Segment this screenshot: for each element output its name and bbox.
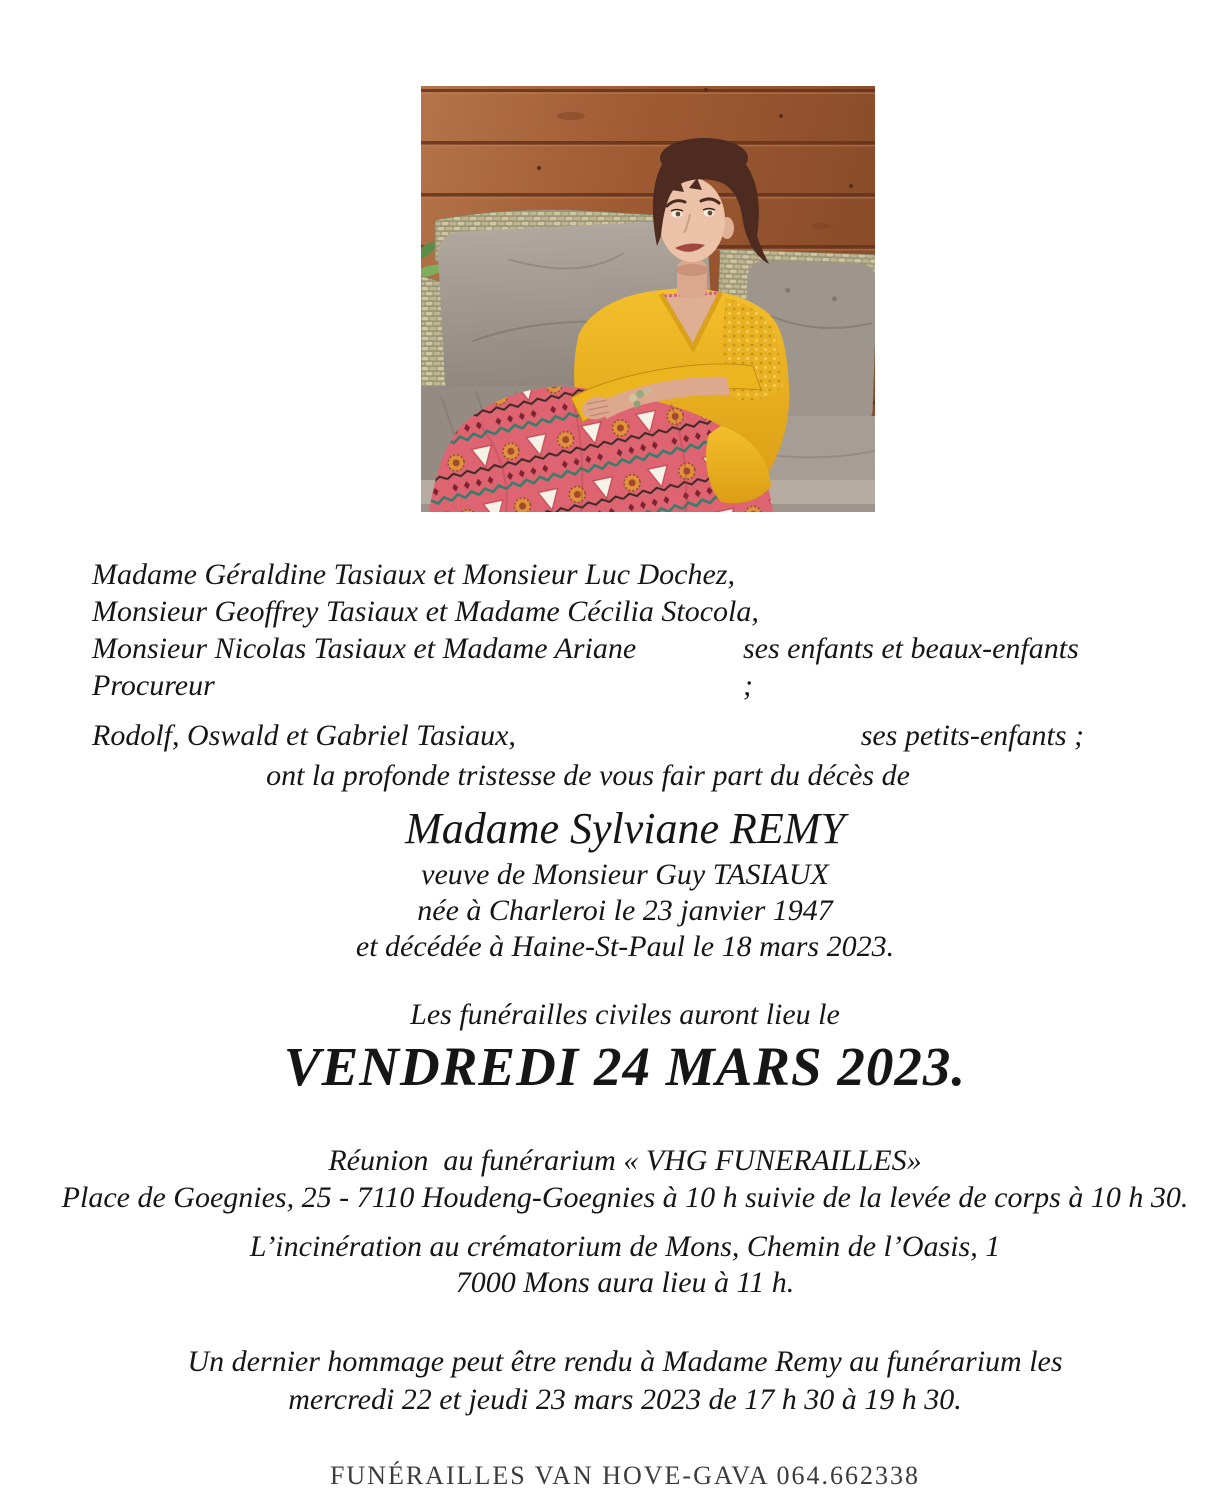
birth-line: née à Charleroi le 23 janvier 1947: [417, 894, 833, 927]
funeral-date-line: VENDREDI 24 MARS 2023.: [283, 1036, 967, 1097]
tribute-block: [18, 1343, 1214, 1419]
cremation-line-2: 7000 Mons aura lieu à 11 h.: [455, 1266, 795, 1299]
funeral-date-block: [18, 1034, 1214, 1100]
reunion-block: [18, 1142, 1214, 1216]
deceased-block: [18, 801, 1214, 965]
funeral-intro-block: [18, 996, 1214, 1033]
grandchildren-label: ses petits-enfants ;: [860, 719, 1084, 752]
funeral-home-line: FUNÉRAILLES VAN HOVE-GAVA 064.662338: [329, 1461, 921, 1490]
family-line-1: Madame Géraldine Tasiaux et Monsieur Luc Dochez,: [92, 558, 735, 591]
funeral-intro-line: Les funérailles civiles auront lieu le: [410, 998, 840, 1031]
reunion-line-1: Réunion au funérarium « VHG FUNERAILLES»: [328, 1144, 922, 1177]
grandchildren-names: Rodolf, Oswald et Gabriel Tasiaux,: [92, 719, 516, 752]
cremation-block: [18, 1229, 1214, 1301]
deceased-name: Madame Sylviane REMY: [405, 804, 845, 853]
family-line-2: Monsieur Geoffrey Tasiaux et Madame Cécilia Stocola,: [92, 595, 759, 628]
children-label: ses enfants et beaux-enfants ;: [743, 632, 1087, 702]
footer-block: [18, 1460, 1214, 1492]
tribute-line-1: Un dernier hommage peut être rendu à Madame Remy au funérarium les: [187, 1345, 1063, 1378]
photo-scene: [421, 86, 875, 512]
family-block: [92, 556, 1087, 794]
cremation-line-1: L’incinération au crématorium de Mons, Chemin de l’Oasis, 1: [249, 1230, 1001, 1263]
family-line-3-names: Monsieur Nicolas Tasiaux et Madame Ariane Procureur: [92, 632, 644, 702]
family-line-3: [92, 630, 1087, 704]
death-line: et décédée à Haine-St-Paul le 18 mars 2023.: [355, 930, 895, 963]
reunion-line-2: Place de Goegnies, 25 - 7110 Houdeng-Goegnies à 10 h suivie de la levée de corps à 10 h 30.: [61, 1181, 1189, 1214]
widow-line: veuve de Monsieur Guy TASIAUX: [421, 858, 829, 891]
tribute-line-2: mercredi 22 et jeudi 23 mars 2023 de 17 h 30 à 19 h 30.: [288, 1383, 962, 1416]
deceased-photo: [421, 86, 875, 512]
family-line-4: [92, 717, 1084, 754]
announcement-line: ont la profonde tristesse de vous fair part du décès de: [266, 759, 910, 792]
